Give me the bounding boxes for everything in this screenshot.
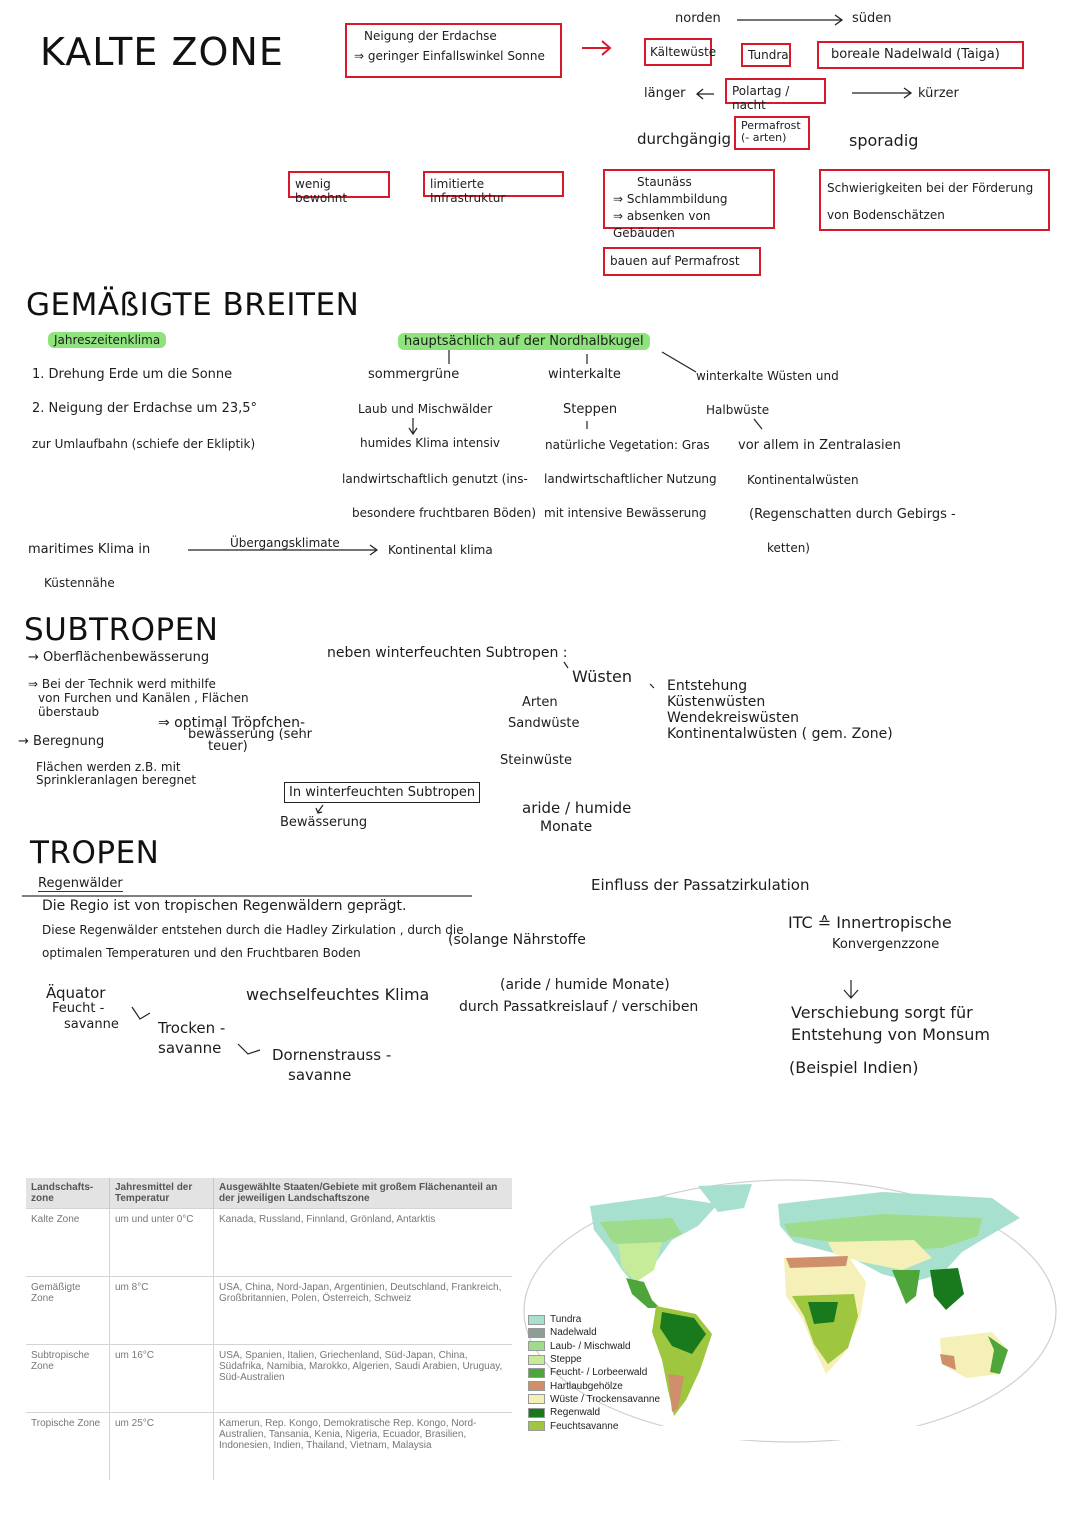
landschaftszonen-table bbox=[26, 1178, 512, 1480]
table-row bbox=[26, 1209, 512, 1277]
arrow-right-icon bbox=[850, 86, 916, 100]
arrow-left-icon bbox=[694, 87, 716, 101]
legend-item-feuchtwald bbox=[528, 1366, 660, 1379]
text-verschiebung: Entstehung von Monsum bbox=[791, 1025, 990, 1044]
legend-swatch bbox=[528, 1381, 545, 1391]
text-technik: ⇒ Bei der Technik werd mithilfe bbox=[28, 677, 216, 691]
text-technik: von Furchen und Kanälen , Flächen bbox=[38, 691, 249, 705]
text-kontinental: Kontinental klima bbox=[388, 543, 493, 557]
table-cell: um 25°C bbox=[110, 1413, 214, 1481]
bodenschaetze-line: Schwierigkeiten bei der Förderung bbox=[827, 181, 1034, 195]
text-ursache: 1. Drehung Erde um die Sonne bbox=[32, 367, 233, 382]
text-sandwueste: Sandwüste bbox=[508, 716, 580, 731]
cause-box bbox=[345, 23, 562, 78]
legend-label: Hartlaubgehölze bbox=[550, 1380, 623, 1392]
text-ursache: 2. Neigung der Erdachse um 23,5° bbox=[32, 401, 258, 416]
legend-label: Tundra bbox=[550, 1314, 582, 1326]
text-maritim: Küstennähe bbox=[44, 576, 115, 590]
text-nutzung: landwirtschaftlicher Nutzung bbox=[544, 472, 717, 486]
text-aride: Monate bbox=[540, 819, 593, 835]
table-cell: Tropische Zone bbox=[26, 1413, 110, 1481]
label-norden: norden bbox=[675, 11, 721, 26]
text-kreislauf: durch Passatkreislauf / verschiben bbox=[459, 999, 699, 1015]
staunaess-box bbox=[603, 169, 775, 240]
text-trocken: savanne bbox=[158, 1039, 222, 1057]
trocken-block bbox=[158, 1018, 225, 1058]
text-oberflaeche: → Oberflächenbewässerung bbox=[28, 650, 210, 665]
text-regenwaelder: Regenwälder bbox=[38, 876, 123, 891]
text-wuesten: winterkalte Wüsten und bbox=[696, 369, 839, 383]
text-tropen: Diese Regenwälder entstehen durch die Hadley Zirkulation , durch die bbox=[42, 923, 464, 937]
table-header: Jahresmittel der Temperatur bbox=[110, 1178, 214, 1209]
highlight-jahreszeitenklima: Jahreszeitenklima bbox=[48, 332, 166, 348]
legend-swatch bbox=[528, 1394, 545, 1404]
legend-label: Regenwald bbox=[550, 1407, 601, 1419]
text-aride-tropen: (aride / humide Monate) bbox=[500, 977, 670, 993]
technik-block bbox=[28, 677, 249, 719]
text-aequator: Äquator bbox=[46, 984, 106, 1002]
text-dorn: Dornenstrauss - bbox=[272, 1046, 392, 1064]
aequator-block bbox=[46, 985, 119, 1033]
text-nutzung: mit intensive Bewässerung bbox=[544, 506, 707, 520]
kaeltewueste-box: Kältewüste bbox=[644, 38, 712, 66]
verschiebung-block bbox=[791, 1002, 990, 1046]
bauen-box: bauen auf Permafrost bbox=[603, 247, 761, 276]
text-aequator: Feucht - bbox=[52, 1001, 105, 1016]
table-cell: USA, Spanien, Italien, Griechenland, Süd-Japan, China, Südafrika, Namibia, Marokko, Algerien, Saudi Arabien, Uruguay, Süd-Australien bbox=[214, 1345, 513, 1413]
text-halbwueste: Halbwüste bbox=[706, 403, 770, 417]
permafrost-line: Permafrost bbox=[741, 119, 801, 132]
legend-item-wueste bbox=[528, 1393, 660, 1406]
legend-swatch bbox=[528, 1355, 545, 1365]
legend-swatch bbox=[528, 1315, 545, 1325]
table-cell: Gemäßigte Zone bbox=[26, 1277, 110, 1345]
tundra-box: Tundra bbox=[741, 43, 791, 67]
section-title-gemaessigte: GEMÄßIGTE BREITEN bbox=[26, 287, 360, 323]
bodenschaetze-box bbox=[819, 169, 1050, 231]
taiga-box: boreale Nadelwald (Taiga) bbox=[817, 41, 1024, 69]
legend-label: Laub- / Mischwald bbox=[550, 1340, 631, 1352]
table-cell: um 16°C bbox=[110, 1345, 214, 1413]
staunaess-line: ⇒ Schlammbildung bbox=[613, 192, 728, 206]
permafrost-box bbox=[734, 116, 810, 150]
text-flaechen: Sprinkleranlagen beregnet bbox=[36, 773, 197, 787]
legend-label: Nadelwald bbox=[550, 1327, 597, 1339]
text-kontinentalwuesten: Kontinentalwüsten bbox=[747, 473, 859, 487]
polartag-box: Polartag / nacht bbox=[725, 78, 826, 104]
staunaess-line: Staunäss bbox=[637, 175, 692, 189]
text-dorn: savanne bbox=[288, 1066, 352, 1084]
text-technik: überstaub bbox=[38, 705, 100, 719]
text-aequator: savanne bbox=[64, 1017, 119, 1032]
red-arrow-icon bbox=[580, 38, 614, 58]
label-durchgaengig: durchgängig bbox=[637, 130, 732, 148]
text-naehrstoffe: (solange Nährstoffe bbox=[448, 932, 586, 948]
bodenschaetze-line: von Bodenschätzen bbox=[827, 208, 945, 222]
table-cell: Kamerun, Rep. Kongo, Demokratische Rep. Kongo, Nord-Australien, Tansania, Kenia, Nigeria, Ecuador, Brasilien, Indonesien, Indien, Thailand, Vietnam, Malaysia bbox=[214, 1413, 513, 1481]
table-row bbox=[26, 1413, 512, 1481]
flaechen-block bbox=[36, 761, 196, 787]
section-title-subtropen: SUBTROPEN bbox=[24, 612, 219, 648]
legend-item-regenwald bbox=[528, 1406, 660, 1419]
text-tropfchen: bewässerung (sehr bbox=[188, 727, 313, 742]
staunaess-line: ⇒ absenken von Gebäuden bbox=[613, 209, 711, 240]
arrow-right-icon bbox=[186, 543, 382, 557]
text-steppen: Steppen bbox=[563, 402, 618, 417]
arrow-icon bbox=[236, 1040, 264, 1060]
table-cell: Subtropische Zone bbox=[26, 1345, 110, 1413]
text-entstehung: Küstenwüsten bbox=[667, 694, 766, 710]
table-cell: Kanada, Russland, Finnland, Grönland, Antarktis bbox=[214, 1209, 513, 1277]
label-sueden: süden bbox=[852, 11, 892, 26]
legend-item-nadelwald bbox=[528, 1326, 660, 1339]
table-cell: Kalte Zone bbox=[26, 1209, 110, 1277]
legend-label: Steppe bbox=[550, 1354, 582, 1366]
legend-label: Wüste / Trockensavanne bbox=[550, 1393, 661, 1405]
legend-swatch bbox=[528, 1341, 545, 1351]
connector-lines bbox=[562, 660, 682, 690]
table-row bbox=[26, 1277, 512, 1345]
table-row bbox=[26, 1345, 512, 1413]
cause-line: ⇒ geringer Einfallswinkel Sonne bbox=[354, 49, 545, 63]
dorn-block bbox=[272, 1045, 391, 1085]
text-regenschatten: ketten) bbox=[767, 541, 810, 555]
text-landwirtschaft: besondere fruchtbaren Böden) bbox=[352, 506, 537, 520]
cause-line: Neigung der Erdachse bbox=[364, 29, 497, 43]
text-bewaesserung: Bewässerung bbox=[280, 815, 368, 830]
connector-line bbox=[752, 418, 766, 432]
text-entstehung: Wendekreiswüsten bbox=[667, 710, 799, 726]
text-maritim: maritimes Klima in bbox=[28, 542, 151, 557]
text-itc: Konvergenzzone bbox=[832, 937, 940, 952]
legend-item-laubwald bbox=[528, 1340, 660, 1353]
label-kuerzer: kürzer bbox=[918, 86, 959, 101]
text-aride: aride / humide bbox=[522, 799, 632, 817]
text-wechsel: wechselfeuchtes Klima bbox=[246, 985, 430, 1004]
text-landwirtschaft: landwirtschaftlich genutzt (ins- bbox=[342, 472, 528, 486]
text-entstehung: Kontinentalwüsten ( gem. Zone) bbox=[667, 726, 893, 742]
arrow-down-icon bbox=[406, 417, 420, 437]
section-title-kalte-zone: KALTE ZONE bbox=[40, 30, 284, 74]
highlight-nordhalbkugel: hauptsächlich auf der Nordhalbkugel bbox=[398, 333, 650, 350]
text-uebergang: Übergangsklimate bbox=[230, 536, 340, 550]
text-sommergruen: sommergrüne bbox=[368, 367, 460, 382]
text-regenschatten: (Regenschatten durch Gebirgs - bbox=[749, 507, 956, 522]
text-passat: Einfluss der Passatzirkulation bbox=[591, 876, 810, 894]
legend-swatch bbox=[528, 1328, 545, 1338]
tropfchen-block bbox=[158, 717, 312, 753]
wenig-bewohnt-box: wenig bewohnt bbox=[288, 171, 390, 198]
legend-swatch bbox=[528, 1408, 545, 1418]
infrastruktur-box: limitierte Infrastruktur bbox=[423, 171, 564, 197]
text-neben: neben winterfeuchten Subtropen : bbox=[327, 645, 568, 661]
text-tropfchen: ⇒ optimal Tröpfchen- bbox=[158, 715, 305, 731]
map-legend bbox=[528, 1313, 660, 1433]
arrow-icon bbox=[130, 1003, 154, 1023]
legend-swatch bbox=[528, 1368, 545, 1378]
text-tropen: optimalen Temperaturen und den Fruchtbaren Boden bbox=[42, 946, 361, 960]
text-vegetation: natürliche Vegetation: Gras bbox=[545, 438, 710, 452]
legend-swatch bbox=[528, 1421, 545, 1431]
legend-item-feuchtsavanne bbox=[528, 1419, 660, 1432]
text-flaechen: Flächen werden z.B. mit bbox=[36, 760, 181, 774]
legend-item-tundra bbox=[528, 1313, 660, 1326]
text-ursache: zur Umlaufbahn (schiefe der Ekliptik) bbox=[32, 437, 256, 451]
text-zentralasien: vor allem in Zentralasien bbox=[738, 438, 901, 453]
text-wuesten-sub: Wüsten bbox=[572, 667, 632, 686]
text-humid: humides Klima intensiv bbox=[360, 436, 501, 450]
legend-label: Feucht- / Lorbeerwald bbox=[550, 1367, 648, 1379]
permafrost-line: (- arten) bbox=[741, 131, 787, 144]
table-cell: um und unter 0°C bbox=[110, 1209, 214, 1277]
table-header: Landschafts-zone bbox=[26, 1178, 110, 1209]
table-header: Ausgewählte Staaten/Gebiete mit großem Flächenanteil an der jeweiligen Landschaftszone bbox=[214, 1178, 513, 1209]
text-beispiel: (Beispiel Indien) bbox=[789, 1058, 919, 1077]
legend-label: Feuchtsavanne bbox=[550, 1420, 619, 1432]
entstehung-block bbox=[667, 678, 893, 742]
label-laenger: länger bbox=[644, 86, 686, 101]
text-itc: ITC ≙ Innertropische bbox=[788, 913, 952, 932]
arrow-down-icon bbox=[840, 978, 862, 1002]
label-sporadisch: sporadig bbox=[849, 131, 919, 150]
legend-item-hartlaub bbox=[528, 1379, 660, 1392]
winterfeucht-box: In winterfeuchten Subtropen bbox=[284, 782, 480, 803]
legend-item-steppe bbox=[528, 1353, 660, 1366]
table-cell: um 8°C bbox=[110, 1277, 214, 1345]
text-steinwueste: Steinwüste bbox=[500, 753, 572, 768]
map-africa-north bbox=[786, 1256, 848, 1268]
arrow-right-icon bbox=[735, 12, 847, 28]
table-cell: USA, China, Nord-Japan, Argentinien, Deutschland, Frankreich, Großbritannien, Polen, Österreich, Schweiz bbox=[214, 1277, 513, 1345]
text-tropfchen: teuer) bbox=[208, 739, 248, 754]
text-tropen: Die Regio ist von tropischen Regenwäldern geprägt. bbox=[42, 898, 407, 914]
text-arten: Arten bbox=[522, 695, 558, 710]
text-trocken: Trocken - bbox=[158, 1019, 226, 1037]
table-header-row bbox=[26, 1178, 512, 1209]
text-beregnung: → Beregnung bbox=[18, 734, 105, 749]
text-entstehung: Entstehung bbox=[667, 678, 748, 694]
section-title-tropen: TROPEN bbox=[30, 835, 160, 871]
text-laubwaelder: Laub und Mischwälder bbox=[358, 402, 493, 416]
text-verschiebung: Verschiebung sorgt für bbox=[791, 1003, 973, 1022]
connector-line bbox=[584, 421, 590, 431]
text-winterkalte: winterkalte bbox=[548, 367, 621, 382]
